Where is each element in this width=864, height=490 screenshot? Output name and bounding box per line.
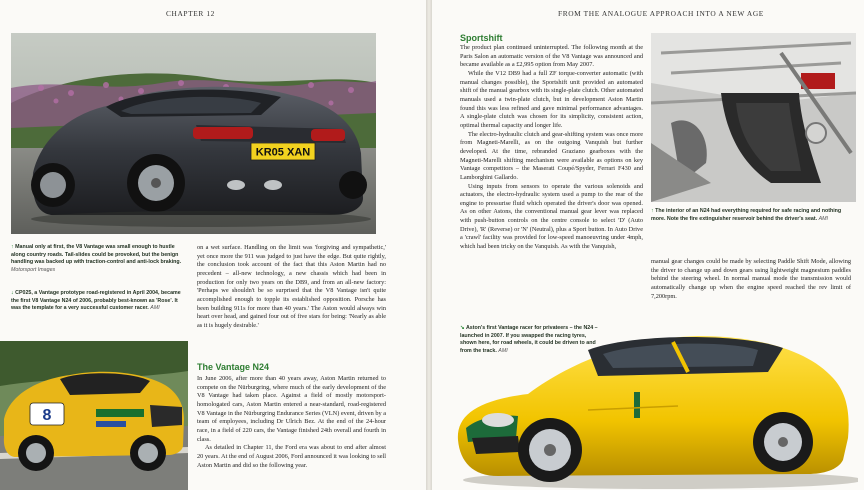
caption-cp025: ↓ CP025, a Vantage prototype road-registered in April 2004, became the first V8 Vantage N24 of 2006, probably best-known as 'Rose'. It was the template for a very successful customer racer. AMI (11, 290, 181, 312)
heading-vantage-n24: The Vantage N24 (197, 362, 270, 372)
caption-arrow-icon: ↓ (11, 290, 14, 296)
running-head-right: FROM THE ANALOGUE APPROACH INTO A NEW AGE (558, 9, 764, 18)
photo-grey-vantage (11, 33, 376, 234)
running-head-left: CHAPTER 12 (166, 9, 215, 18)
caption-arrow-icon: ↑ (11, 244, 14, 250)
heading-sportshift: Sportshift (460, 33, 503, 43)
vantage-n24-text: In June 2006, after more than 40 years away, Aston Martin returned to compete on the Nürburgring, where much of the early development of the V8 Vantage had taken place. Against a field of mostly motorsport-homologated cars, Aston Martin entered a near-standard, road-registered V8 Vantage in the Nürburgring Endurance Series (VLN) event, driven by a team of employees, including Dr Ulrich Bez. At the end of the 24-hour race, in a field of 220 cars, the Vantage finished 24th overall and fourth in class. As detailed in Chapter 11, the Ford era was about to end after almost 20 years. At the end of August 2006, Ford announced it was looking to sell Aston Martin and did so the following year. (197, 375, 386, 469)
caption-grey-vantage: ↑ Manual only at first, the V8 Vantage was small enough to hustle along country roads. Tail-slides could be provoked, but the benign handling was backed up with traction-control and anti-lock braking. Motorsport Images (11, 244, 182, 273)
caption-interior: ↑ The interior of an N24 had everything required for safe racing and nothing more. Note the fire extinguisher reservoir behind the driver's seat. AMI (651, 208, 842, 222)
photo-race-vantage (0, 341, 188, 490)
sportshift-text: The product plan continued uninterrupted. The following month at the Paris Salon an automatic version of the V8 Vantage was announced and became available as a £2,995 option from May 2007. While the V12 DB9 had a full ZF torque-converter automatic (with manual changes possible), the Sportshift unit provided an automated shift of the manual gearbox with its single-plate clutch. Other automated manuals used a twin-plate clutch, but in development Aston Martin found this was less refined and gave minimal performance advantages. A single-plate clutch was chosen for its simplicity, consistent action, optimal thermal capacity and longer life. The electro-hydraulic clutch and gear-shifting system was once more from Magneti-Marelli, as on the outgoing Vanquish but further developed. At the time, rebranded Graziano gearboxes with the Magneti-Marelli shifting mechanism were available as options on key Vantage competitors – the Maserati Coupé/Spyder, Ferrari F430 and Lamborghini Gallardo. Using inputs from sensors to operate the various solenoids and actuators, the electro-hydraulic system used a pump to the rear of the engine to pressurise fluid which operated the driver's door was opened. As on other Astons, the conventional manual gear lever was replaced with push-button controls on the centre console to select 'D' (Auto Drive), 'R' (Reverse) or 'N' (Neutral), plus a Sport button. In Auto Drive a 'crawl' facility was provided for low-speed manoeuvring under 4mph, which had been tricky on the Vanquish. As with the Vanquish, (460, 44, 643, 251)
caption-arrow-icon: ↘ (460, 325, 465, 331)
caption-yellow-n24: ↘ Aston's first Vantage racer for privateers – the N24 – launched in 2007. If you swapped the racing tyres, shown here, for road wheels, it could be driven to and from the track. AMI (460, 325, 598, 354)
left-column-text: on a wet surface. Handling on the limit was 'forgiving and sympathetic,' yet once more the 911 was judged to just have the edge. But quite rightly, the conclusion took account of the fact that this Aston Martin had no precedent – all-new technology, a new chassis which had been in production for only two years on the DB9, and from an all-new factory: 'Perhaps we shouldn't be so surprised that the V8 Vantage isn't quite accomplished enough to topple its established opposition. Porsche has been building 911s for more than 40 years.' The Aston would always win heart over head, and gained four out of five stars for being: 'Nearly as able as it is hugely desirable.' (197, 244, 386, 329)
plate-text: KR05 XAN (255, 146, 311, 159)
race-number: 8 (42, 407, 52, 424)
right-column-text: manual gear changes could be made by selecting Paddle Shift Mode, allowing the driver to change up and down gears using lightweight magnesium paddles behind the steering wheel. In normal manual mode the transmission would automatically change up when the engine speed reached the rev limit of 7,200rpm. (651, 258, 851, 300)
left-page (0, 0, 426, 490)
photo-n24-interior (651, 33, 856, 202)
caption-arrow-icon: ↑ (651, 208, 654, 214)
right-page (432, 0, 864, 490)
photo-yellow-n24 (438, 320, 858, 490)
